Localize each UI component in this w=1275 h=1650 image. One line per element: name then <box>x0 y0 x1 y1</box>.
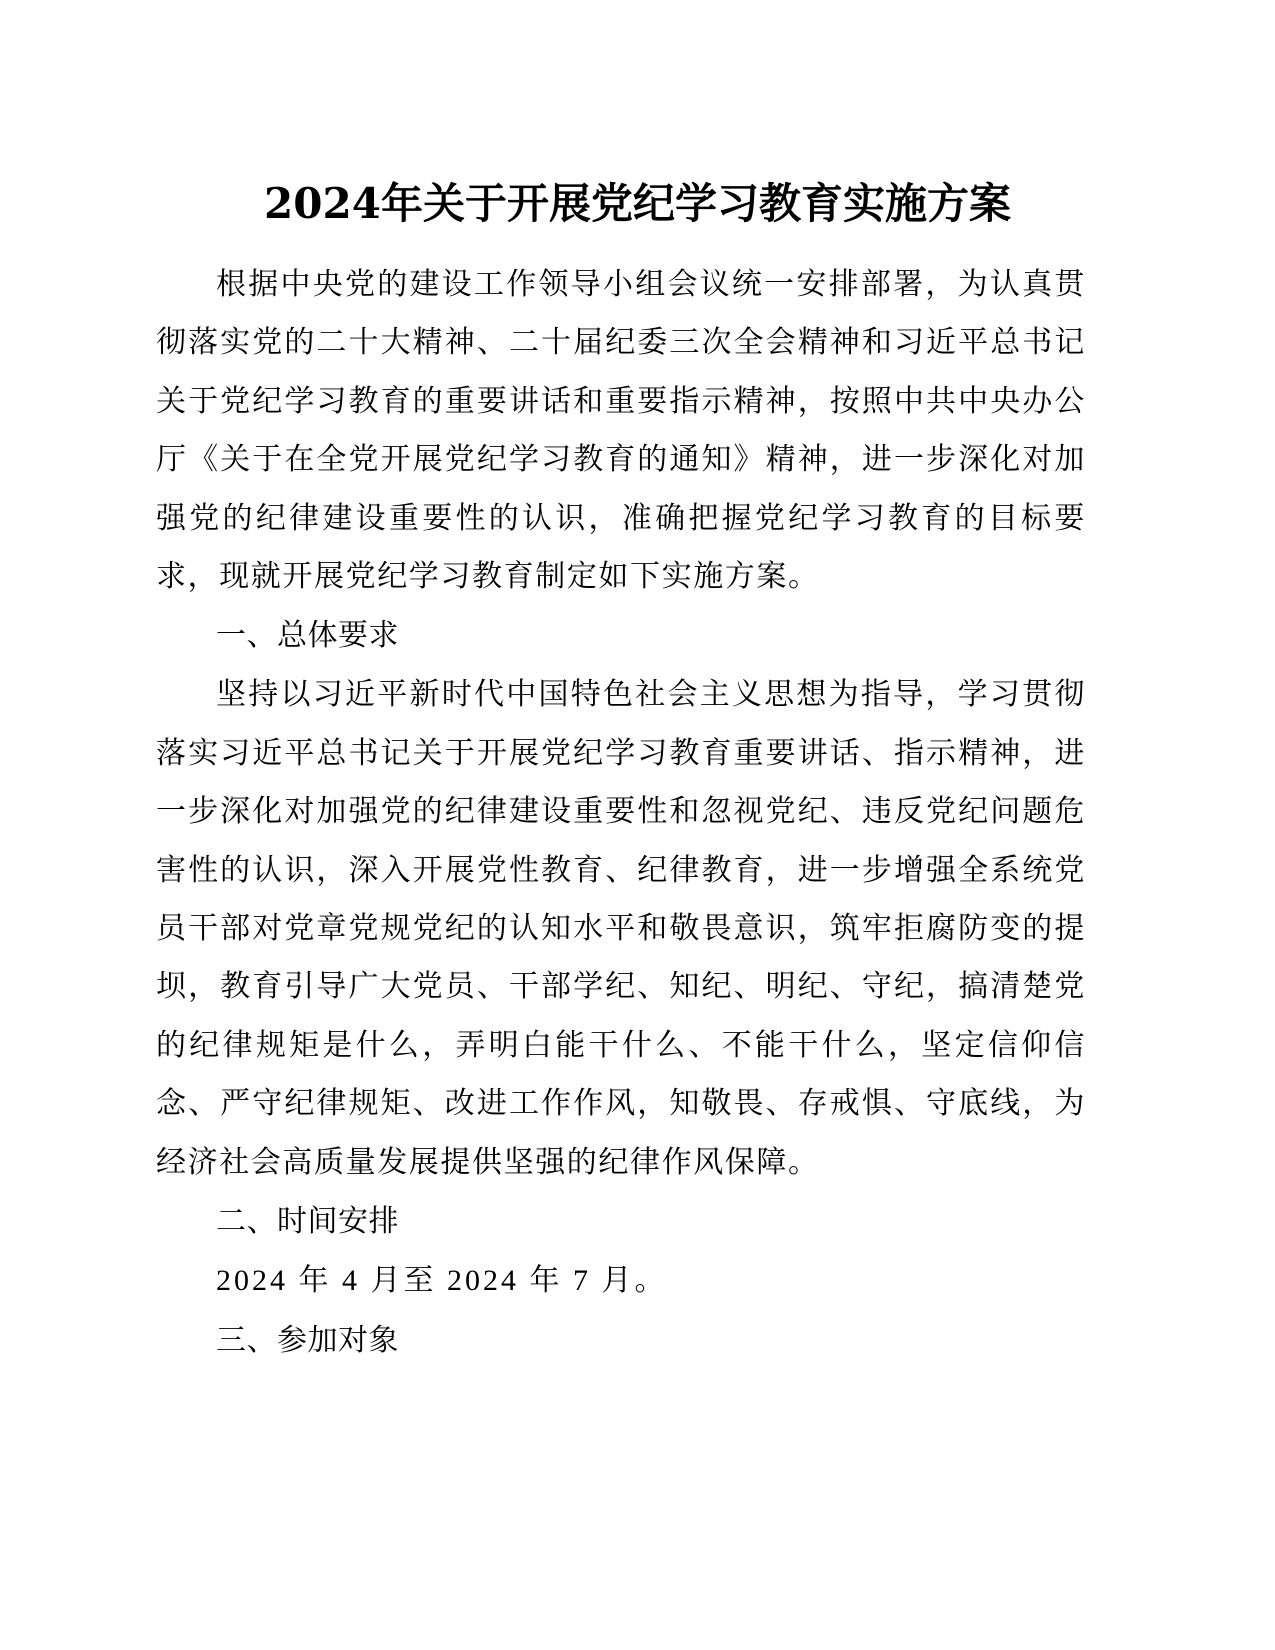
document-body <box>156 256 1086 1371</box>
intro-paragraph: 根据中央党的建设工作领导小组会议统一安排部署，为认真贯彻落实党的二十大精神、二十届纪委三次全会精神和习近平总书记关于党纪学习教育的重要讲话和重要指示精神，按照中共中央办公厅《关于在全党开展党纪学习教育的通知》精神，进一步深化对加强党的纪律建设重要性的认识，准确把握党纪学习教育的目标要求，现就开展党纪学习教育制定如下实施方案。 <box>156 267 1086 595</box>
section-heading-schedule: 二、时间安排 <box>216 1204 399 1240</box>
section-paragraph-general-requirements: 坚持以习近平新时代中国特色社会主义思想为指导，学习贯彻落实习近平总书记关于开展党纪学习教育重要讲话、指示精神，进一步深化对加强党的纪律建设重要性和忽视党纪、违反党纪问题危害性的认识，深入开展党性教育、纪律教育，进一步增强全系统党员干部对党章党规党纪的认知水平和敬畏意识，筑牢拒腐防变的提坝，教育引导广大党员、干部学纪、知纪、明纪、守纪，搞清楚党的纪律规矩是什么，弄明白能干什么、不能干什么，坚定信仰信念、严守纪律规矩、改进工作作风，知敬畏、存戒惧、守底线，为经济社会高质量发展提供坚强的纪律作风保障。 <box>156 677 1086 1180</box>
document-title: 2024年关于开展党纪学习教育实施方案 <box>264 179 1011 228</box>
section-heading-general-requirements: 一、总体要求 <box>216 618 399 654</box>
section-heading-participants: 三、参加对象 <box>216 1322 399 1358</box>
section-paragraph-schedule: 2024 年 4 月至 2024 年 7 月。 <box>216 1264 668 1298</box>
